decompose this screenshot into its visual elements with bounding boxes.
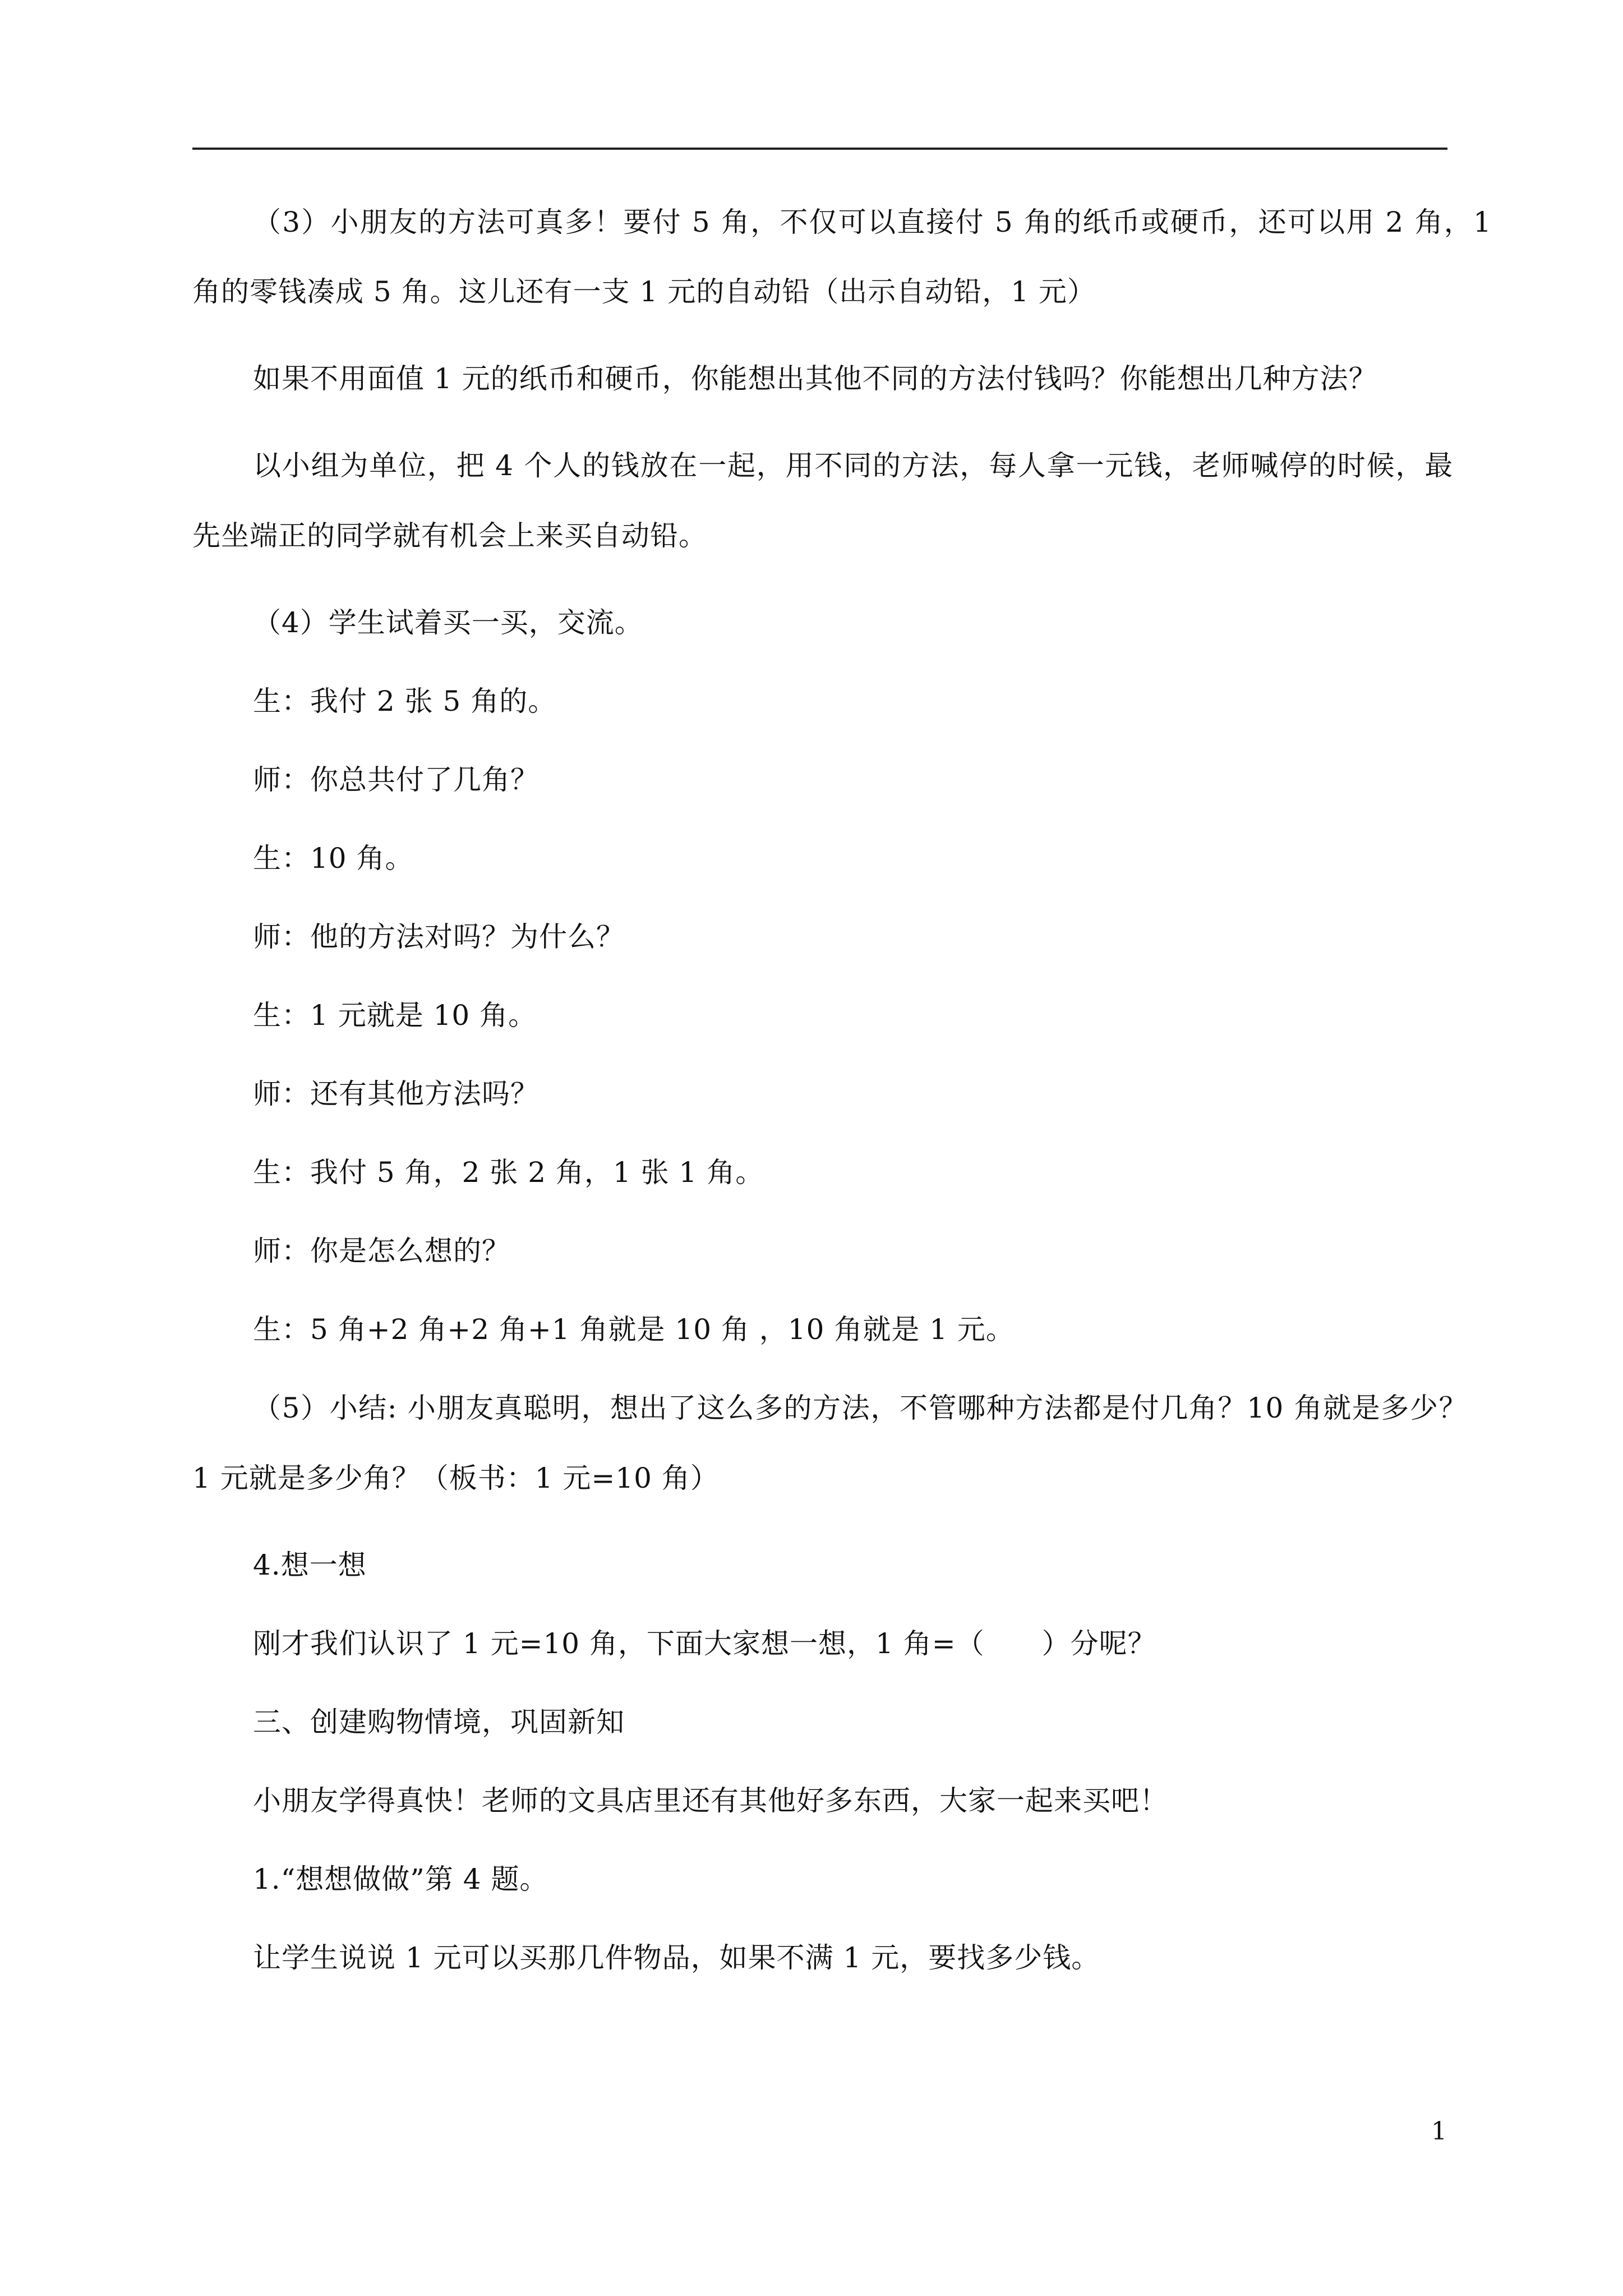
paragraph-line: 小朋友学得真快！老师的文具店里还有其他好多东西，大家一起来买吧！: [253, 1784, 1168, 1817]
header-rule: [192, 148, 1447, 150]
paragraph-line: 生：我付 5 角，2 张 2 角，1 张 1 角。: [253, 1156, 764, 1189]
paragraph-line: 生：10 角。: [253, 842, 414, 875]
paragraph-line: 师：他的方法对吗？为什么？: [253, 921, 625, 953]
section-heading: 4.想一想: [253, 1549, 367, 1581]
paragraph-line: 师：还有其他方法吗？: [253, 1078, 539, 1110]
paragraph-line: 以小组为单位，把 4 个人的钱放在一起，用不同的方法，每人拿一元钱，老师喊停的时候，最: [253, 449, 1454, 482]
paragraph-line: （3）小朋友的方法可真多！要付 5 角，不仅可以直接付 5 角的纸币或硬币，还可以用 2 角，1: [253, 206, 1493, 238]
paragraph-line: 让学生说说 1 元可以买那几件物品，如果不满 1 元，要找多少钱。: [253, 1941, 1100, 1974]
page-number: 1: [1431, 2117, 1447, 2146]
paragraph-line: 师：你总共付了几角？: [253, 763, 539, 796]
paragraph-line: 如果不用面值 1 元的纸币和硬币，你能想出其他不同的方法付钱吗？你能想出几种方法？: [253, 362, 1377, 395]
paragraph-line: 师：你是怎么想的？: [253, 1235, 510, 1267]
paragraph-line: 角的零钱凑成 5 角。这儿还有一支 1 元的自动铅（出示自动铅，1 元）: [192, 275, 1096, 308]
paragraph-line: 先坐端正的同学就有机会上来买自动铅。: [192, 519, 707, 552]
section-heading: 1.“想想做做”第 4 题。: [253, 1863, 548, 1895]
paragraph-line: 刚才我们认识了 1 元=10 角，下面大家想一想，1 角=（ ）分呢？: [253, 1627, 1156, 1660]
paragraph-line: 1 元就是多少角？（板书：1 元=10 角）: [192, 1462, 719, 1494]
paragraph-line: （5）小结: 小朋友真聪明，想出了这么多的方法，不管哪种方法都是付几角？10 角就是多少？: [253, 1392, 1468, 1424]
paragraph-line: （4）学生试着买一买，交流。: [253, 606, 643, 639]
paragraph-line: 生：我付 2 张 5 角的。: [253, 685, 557, 717]
paragraph-line: 生：1 元就是 10 角。: [253, 999, 537, 1032]
section-heading: 三、创建购物情境，巩固新知: [253, 1706, 625, 1738]
paragraph-line: 生：5 角+2 角+2 角+1 角就是 10 角 ，10 角就是 1 元。: [253, 1313, 1015, 1346]
